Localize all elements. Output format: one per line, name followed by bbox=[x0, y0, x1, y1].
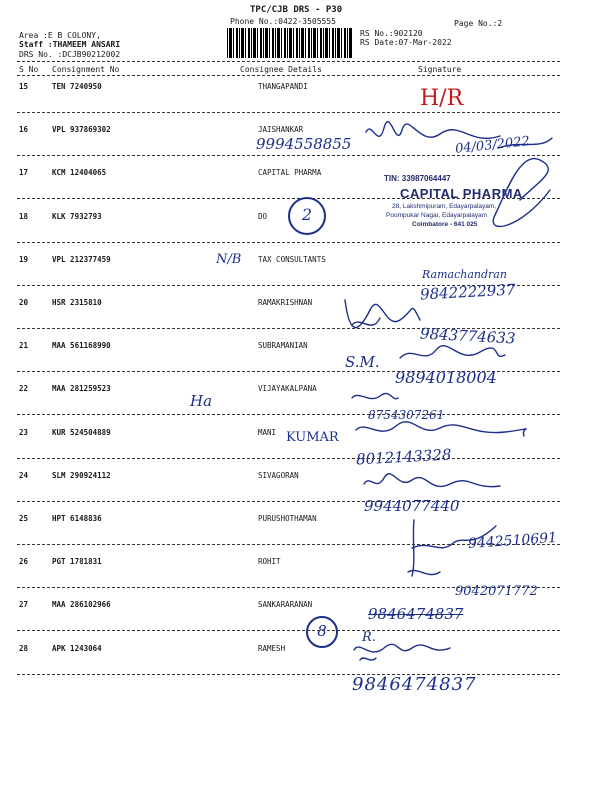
row-serial-number: 20 bbox=[19, 298, 29, 307]
row-consignee-name: ROHIT bbox=[258, 557, 281, 566]
rs-number: RS No.:902120 bbox=[360, 29, 423, 38]
stamp-address-2: Poompukar Nagar, Edayarpalayam bbox=[386, 212, 488, 219]
row-consignment-number: KCM 12404065 bbox=[52, 168, 107, 177]
row-serial-number: 17 bbox=[19, 168, 29, 177]
handwritten-phone-26: 9042071772 bbox=[455, 584, 538, 599]
handwritten-phone-28: 9846474837 bbox=[352, 674, 477, 695]
row-consignment-number: APK 1243064 bbox=[52, 644, 102, 653]
handwritten-phone-27a: 9846474837 bbox=[368, 605, 464, 623]
row-consignment-number: HPT 6148836 bbox=[52, 514, 102, 523]
handwritten-phone-22: 8754307261 bbox=[368, 408, 445, 422]
row-consignee-name: THANGAPANDI bbox=[258, 82, 308, 91]
handwritten-phone-24: 9944077440 bbox=[364, 497, 460, 515]
staff-label: Staff :THAMEEM ANSARI bbox=[19, 40, 121, 49]
row-serial-number: 27 bbox=[19, 600, 29, 609]
row-consignment-number: MAA 281259523 bbox=[52, 384, 111, 393]
handwritten-kumar-23: KUMAR bbox=[286, 430, 339, 445]
page-number: Page No.:2 bbox=[454, 19, 503, 28]
area-label: Area :E B COLONY, bbox=[19, 31, 101, 40]
row-serial-number: 15 bbox=[19, 82, 29, 91]
row-consignee-name: PURUSHOTHAMAN bbox=[258, 514, 317, 523]
col-signature: Signature bbox=[418, 65, 462, 74]
col-sno: S No bbox=[19, 65, 39, 74]
col-consignment: Consignment No bbox=[52, 65, 120, 74]
handwritten-name-20: Ramachandran bbox=[422, 268, 507, 281]
row-consignment-number: MAA 286102966 bbox=[52, 600, 111, 609]
row-consignee-name: SANKARARANAN bbox=[258, 600, 313, 609]
handwritten-ha-22: Ha bbox=[190, 392, 213, 410]
handwritten-phone-20b: 9843774633 bbox=[419, 324, 516, 348]
row-serial-number: 23 bbox=[19, 428, 29, 437]
phone-number: Phone No.:0422-3505555 bbox=[230, 17, 336, 26]
row-consignment-number: PGT 1781831 bbox=[52, 557, 102, 566]
row-consignee-name: JAISHANKAR bbox=[258, 125, 304, 134]
handwritten-phone-21: 9894018004 bbox=[395, 368, 497, 387]
stamp-address-3: Coimbatore - 641 025 bbox=[412, 221, 478, 228]
stamp-name: CAPITAL PHARMA bbox=[400, 186, 523, 201]
row-consignment-number: SLM 290924112 bbox=[52, 471, 111, 480]
handwritten-nb: N/B bbox=[216, 252, 242, 267]
stamp-tin: TIN: 33987064447 bbox=[384, 174, 451, 183]
stamp-address-1: 28, Lakshmipuram, Edayarpalayam, bbox=[392, 203, 497, 210]
row-serial-number: 21 bbox=[19, 341, 29, 350]
handwritten-date-16: 04/03/2022 bbox=[454, 134, 531, 157]
row-serial-number: 19 bbox=[19, 255, 29, 264]
row-consignment-number: HSR 2315810 bbox=[52, 298, 102, 307]
handwritten-circle-18: 2 bbox=[288, 197, 326, 235]
row-consignment-number: VPL 212377459 bbox=[52, 255, 111, 264]
row-consignee-name: SIVAGORAN bbox=[258, 471, 299, 480]
row-serial-number: 18 bbox=[19, 212, 29, 221]
row-consignee-name: VIJAYAKALPANA bbox=[258, 384, 317, 393]
row-consignee-name: SUBRAMANIAN bbox=[258, 341, 308, 350]
handwritten-circle-27: 8 bbox=[306, 616, 338, 648]
handwritten-hr: H/R bbox=[420, 86, 464, 111]
row-consignment-number: MAA 561168990 bbox=[52, 341, 111, 350]
row-serial-number: 28 bbox=[19, 644, 29, 653]
row-serial-number: 26 bbox=[19, 557, 29, 566]
handwritten-sm-21: S.M. bbox=[345, 353, 380, 371]
row-serial-number: 22 bbox=[19, 384, 29, 393]
row-serial-number: 16 bbox=[19, 125, 29, 134]
row-consignee-name: DO bbox=[258, 212, 268, 221]
sheet-title: TPC/CJB DRS - P30 bbox=[250, 5, 343, 15]
row-consignee-name: CAPITAL PHARMA bbox=[258, 168, 322, 177]
row-consignment-number: VPL 937869302 bbox=[52, 125, 111, 134]
handwritten-phone-23: 8012143328 bbox=[355, 445, 452, 469]
col-consignee: Consignee Details bbox=[240, 65, 322, 74]
row-consignment-number: KUR 524504889 bbox=[52, 428, 111, 437]
row-serial-number: 25 bbox=[19, 514, 29, 523]
row-consignment-number: KLK 7932793 bbox=[52, 212, 102, 221]
row-consignment-number: TEN 7240950 bbox=[52, 82, 102, 91]
row-consignee-name: TAX CONSULTANTS bbox=[258, 255, 326, 264]
handwritten-r-27: R. bbox=[362, 630, 376, 645]
row-consignee-name: MANI bbox=[258, 428, 277, 437]
drs-number: DRS No. :DCJB90212002 bbox=[19, 50, 121, 59]
rs-date: RS Date:07-Mar-2022 bbox=[360, 38, 452, 47]
row-consignee-name: RAMAKRISHNAN bbox=[258, 298, 313, 307]
handwritten-phone-16: 9994558855 bbox=[256, 135, 352, 153]
row-serial-number: 24 bbox=[19, 471, 29, 480]
handwritten-phone-20a: 9842222937 bbox=[419, 280, 516, 304]
handwritten-phone-25: 9442510691 bbox=[467, 529, 558, 553]
row-consignee-name: RAMESH bbox=[258, 644, 286, 653]
